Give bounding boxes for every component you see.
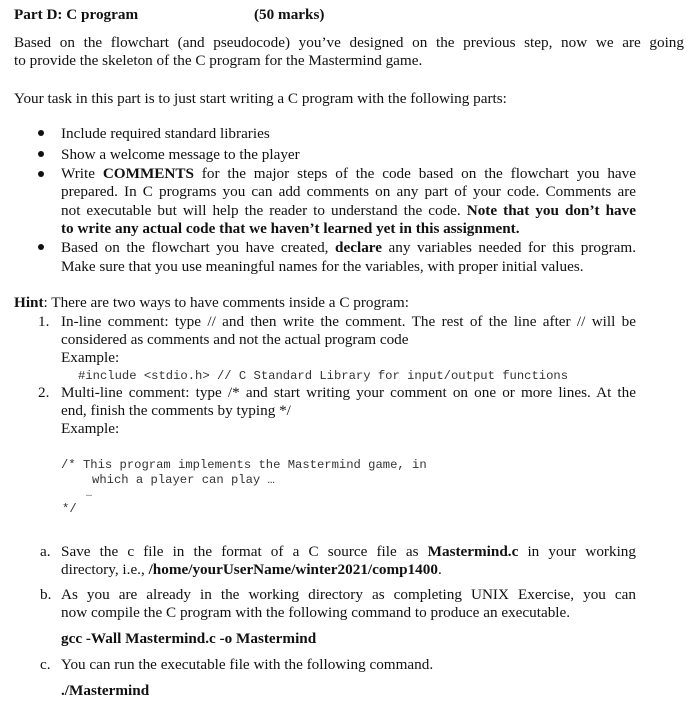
bullet-item-declare-line-2: Make sure that you use meaningful names for the variables, with proper initial values. (61, 258, 584, 275)
bullet-item-libraries: Include required standard libraries (61, 125, 270, 142)
marks-label: (50 marks) (254, 6, 325, 23)
bullet-dot (38, 151, 44, 157)
bullet-item-comments-line-3: not executable but will help the reader to understand the code. Note that you don’t have (61, 202, 636, 219)
intro-line-2: to provide the skeleton of the C program for the Mastermind game. (14, 52, 423, 69)
run-command: ./Mastermind (61, 682, 150, 699)
step-c-label: c. (40, 656, 51, 673)
hint-item-1-example-label: Example: (61, 349, 120, 366)
bullet-dot (38, 171, 44, 177)
bullet-dot (38, 244, 44, 250)
hint-item-2-example-label: Example: (61, 420, 120, 437)
step-a-line-1: Save the c file in the format of a C source file as Mastermind.c in your working (61, 543, 636, 560)
hint-item-1-line-2: considered as comments and not the actual program code (61, 331, 409, 348)
step-c-line-1: You can run the executable file with the following command. (61, 656, 434, 673)
part-title: Part D: C program (14, 6, 139, 23)
inline-comment-code: #include <stdio.h> // C Standard Library for input/output functions (78, 369, 569, 383)
multiline-code-line-4: */ (62, 502, 77, 516)
multiline-code-line-1: /* This program implements the Mastermind game, in (61, 458, 427, 472)
bullet-item-comments-line-4: to write any actual code that we haven’t learned yet in this assignment. (61, 220, 520, 237)
bullet-item-declare-line-1: Based on the flowchart you have created, declare any variables needed for this program. (61, 239, 636, 256)
bullet-item-welcome: Show a welcome message to the player (61, 146, 300, 163)
step-b-line-1: As you are already in the working directory as completing UNIX Exercise, you can (61, 586, 636, 603)
hint-item-1-number: 1. (38, 313, 50, 330)
step-a-line-2: directory, i.e., /home/yourUserName/winter2021/comp1400. (61, 561, 442, 578)
bullet-item-comments-line-2: prepared. In C programs you can add comments on any part of your code. Comments are (61, 183, 636, 200)
compile-command: gcc -Wall Mastermind.c -o Mastermind (61, 630, 317, 647)
task-text: Your task in this part is to just start writing a C program with the following parts: (14, 90, 507, 107)
hint-item-2-number: 2. (38, 384, 50, 401)
hint-item-2-line-1: Multi-line comment: type /* and start writing your comment on one or more lines. At the (61, 384, 636, 401)
multiline-code-line-3: … (86, 489, 93, 500)
multiline-code-line-2: which a player can play … (92, 473, 275, 487)
intro-line-1: Based on the flowchart (and pseudocode) you’ve designed on the previous step, now we are going (14, 34, 684, 51)
hint-item-1-line-1: In-line comment: type // and then write the comment. The rest of the line after // will be (61, 313, 636, 330)
hint-heading: Hint: There are two ways to have comments inside a C program: (14, 294, 409, 311)
hint-item-2-line-2: end, finish the comments by typing */ (61, 402, 291, 419)
bullet-item-comments-line-1: Write COMMENTS for the major steps of the code based on the flowchart you have (61, 165, 636, 182)
step-b-line-2: now compile the C program with the following command to produce an executable. (61, 604, 571, 621)
step-a-label: a. (40, 543, 51, 560)
step-b-label: b. (40, 586, 52, 603)
bullet-dot (38, 130, 44, 136)
